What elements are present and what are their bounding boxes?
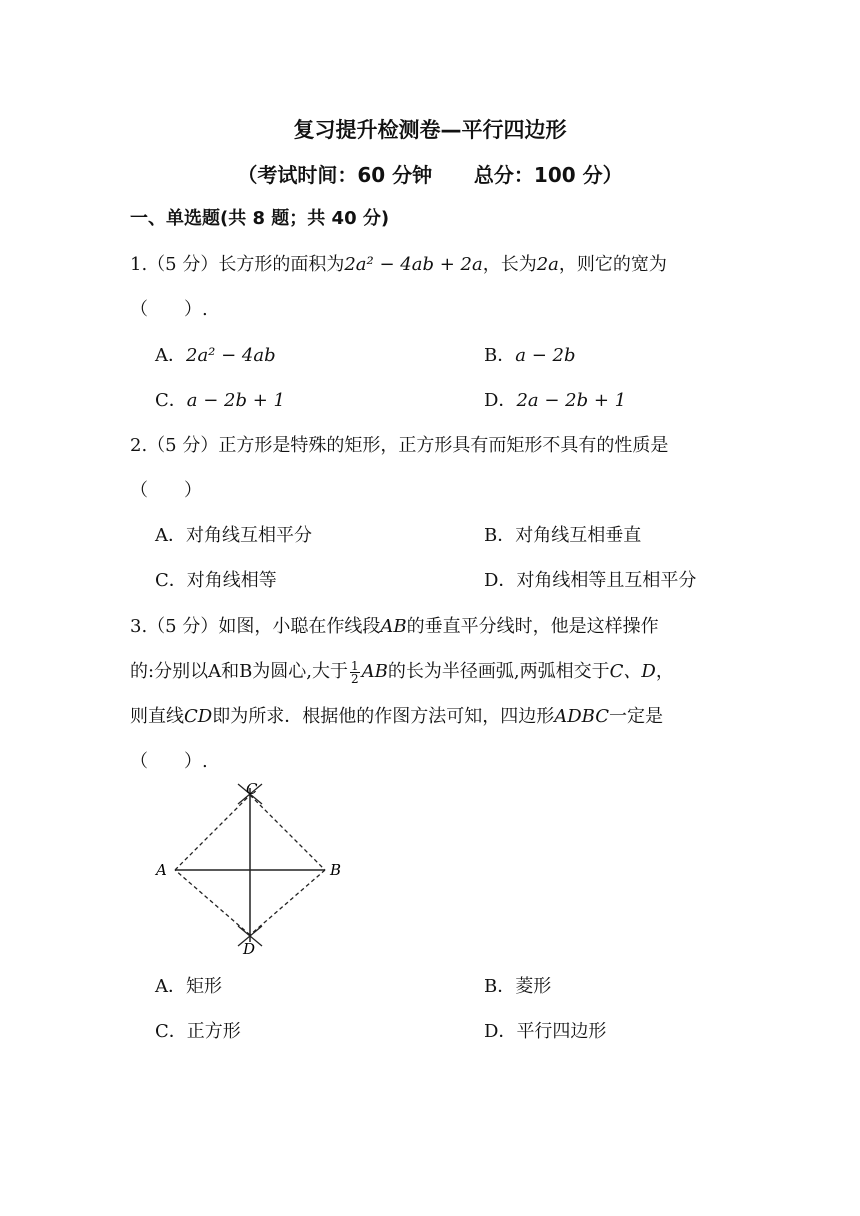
question-number: 3.（5 分）	[130, 616, 219, 637]
option-text: a − 2b	[515, 345, 576, 366]
math-expression: 2a² − 4ab + 2a	[344, 254, 483, 275]
option-label: B．	[484, 976, 516, 997]
option-label: A．	[155, 345, 186, 366]
question-text: ，则它的宽为	[558, 254, 667, 275]
option-d[interactable]	[484, 386, 626, 412]
fraction-numerator: 1	[351, 658, 359, 673]
label-c: C	[246, 780, 258, 798]
question-text: 如图，小聪在作线段	[218, 616, 381, 637]
label-a: A	[156, 861, 167, 879]
question-number: 2.（5 分）	[130, 435, 219, 456]
math-expression: C、D	[609, 661, 656, 682]
question-text: 正方形是特殊的矩形，正方形具有而矩形不具有的性质是	[218, 435, 669, 456]
question-number: 1.（5 分）	[130, 254, 219, 275]
option-b[interactable]	[484, 521, 641, 547]
side-da	[175, 870, 250, 935]
option-d[interactable]	[484, 566, 696, 592]
math-expression: CD	[184, 706, 213, 727]
label-d: D	[243, 940, 256, 958]
question-1	[130, 250, 667, 276]
question-text: 长方形的面积为	[218, 254, 345, 275]
option-text: 平行四边形	[516, 1021, 607, 1042]
option-label: D．	[484, 570, 517, 591]
question-text: 的垂直平分线时，他是这样操作	[406, 616, 659, 637]
math-expression: 2a	[536, 254, 559, 275]
math-expression: AB	[380, 616, 407, 637]
question-text: 一定是	[608, 706, 663, 727]
option-b[interactable]	[484, 341, 575, 367]
option-text: a − 2b + 1	[186, 390, 285, 411]
option-text: 对角线互相垂直	[515, 525, 642, 546]
fraction	[350, 660, 360, 685]
option-d[interactable]	[484, 1017, 606, 1043]
answer-blank: （ ）.	[130, 299, 208, 320]
option-c[interactable]	[155, 1017, 241, 1043]
option-text: 对角线相等	[186, 570, 277, 591]
question-text: ，	[655, 661, 674, 682]
math-expression: ADBC	[554, 706, 609, 727]
construction-figure	[150, 780, 360, 960]
question-text: 的:分别以A和B为圆心,大于	[130, 661, 349, 682]
math-expression: AB	[361, 661, 388, 682]
option-c[interactable]	[155, 386, 285, 412]
option-text: 正方形	[186, 1021, 241, 1042]
question-text: ，长为	[482, 254, 537, 275]
answer-blank: （ ）	[130, 480, 202, 501]
option-label: A．	[155, 976, 186, 997]
side-bd	[250, 870, 325, 935]
option-a[interactable]	[155, 972, 222, 998]
question-3-line-2	[130, 657, 674, 685]
option-label: A．	[155, 525, 186, 546]
question-2	[130, 431, 668, 457]
option-label: C．	[155, 570, 187, 591]
option-text: 矩形	[186, 976, 222, 997]
option-text: 2a − 2b + 1	[516, 390, 627, 411]
option-text: 对角线互相平分	[186, 525, 312, 546]
option-a[interactable]	[155, 521, 312, 547]
fraction-denominator: 2	[351, 671, 359, 686]
option-label: B．	[484, 525, 516, 546]
side-cb	[250, 795, 325, 870]
question-3-line-3	[130, 702, 663, 728]
option-text: 菱形	[515, 976, 552, 997]
question-3	[130, 612, 659, 638]
question-text: 即为所求．根据他的作图方法可知，四边形	[212, 706, 555, 727]
option-label: D．	[484, 390, 517, 411]
option-label: D．	[484, 1021, 517, 1042]
option-a[interactable]	[155, 341, 276, 367]
side-ac	[175, 795, 250, 870]
label-b: B	[330, 861, 342, 879]
page-title: 复习提升检测卷—平行四边形	[293, 118, 567, 142]
option-b[interactable]	[484, 972, 551, 998]
section-heading: 一、单选题(共 8 题；共 40 分)	[130, 208, 390, 229]
option-label: C．	[155, 1021, 187, 1042]
question-text: 则直线	[130, 706, 184, 727]
question-text: 的长为半径画弧,两弧相交于	[387, 661, 610, 682]
option-text: 2a² − 4ab	[186, 345, 276, 366]
option-text: 对角线相等且互相平分	[516, 570, 697, 591]
exam-info: （考试时间：60 分钟 总分：100 分）	[237, 163, 623, 187]
option-c[interactable]	[155, 566, 277, 592]
answer-blank: （ ）.	[130, 751, 208, 772]
option-label: B．	[484, 345, 516, 366]
option-label: C．	[155, 390, 187, 411]
